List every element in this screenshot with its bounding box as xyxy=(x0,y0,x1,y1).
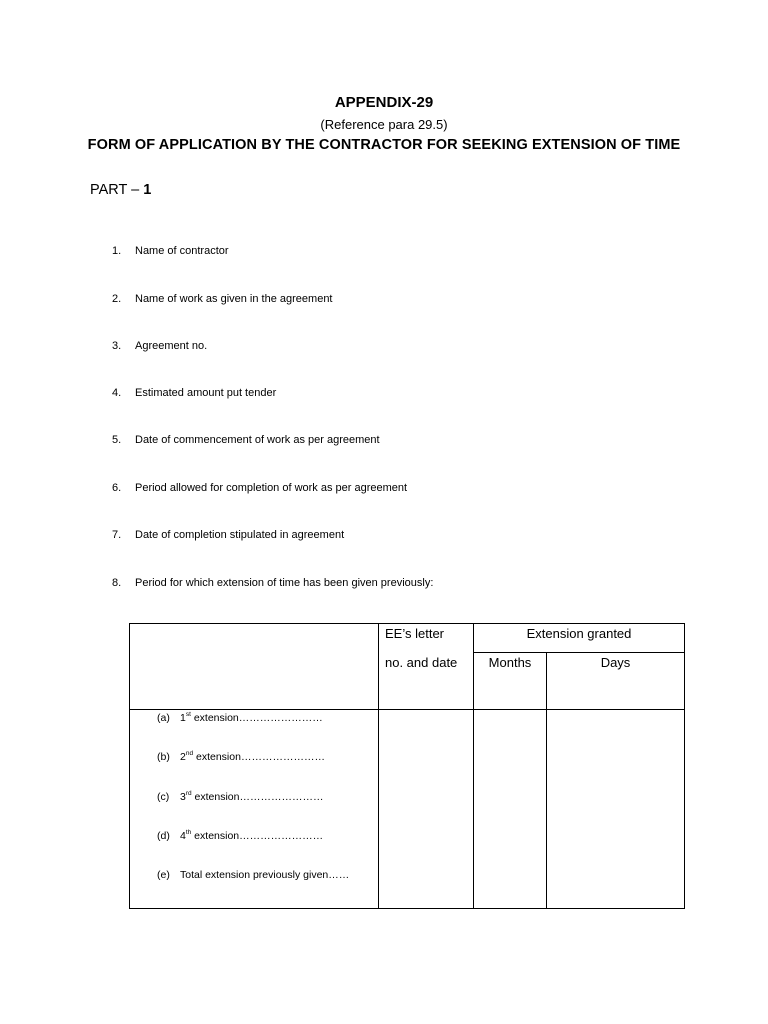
row-ordinal-suffix: st xyxy=(185,711,191,718)
table-rule xyxy=(546,652,547,909)
row-text: extension…………………… xyxy=(190,712,323,724)
row-label: (c) xyxy=(157,791,170,803)
part-number: 1 xyxy=(143,182,152,198)
row-ordinal-suffix: th xyxy=(185,829,192,836)
appendix-heading: APPENDIX-29 xyxy=(334,94,434,111)
row-label: (a) xyxy=(157,712,170,724)
item-number: 8. xyxy=(112,577,122,589)
item-text: Date of commencement of work as per agreement xyxy=(135,434,380,446)
item-number: 3. xyxy=(112,340,122,352)
table-rule xyxy=(473,652,685,653)
days-header: Days xyxy=(600,655,631,670)
row-ordinal: 4 xyxy=(180,830,186,842)
reference-note: (Reference para 29.5) xyxy=(320,117,448,132)
table-rule xyxy=(129,623,130,909)
row-text: extension…………………… xyxy=(191,830,324,842)
table-rule xyxy=(684,623,685,909)
extension-granted-header: Extension granted xyxy=(526,626,632,641)
row-ordinal-suffix: nd xyxy=(185,750,194,757)
table-row xyxy=(157,750,325,763)
item-text: Agreement no. xyxy=(135,340,208,352)
row-ordinal: 1 xyxy=(180,712,186,724)
part-prefix: PART – xyxy=(90,182,144,198)
item-text: Date of completion stipulated in agreement xyxy=(135,529,345,541)
form-title: FORM OF APPLICATION BY THE CONTRACTOR FOR SEEKING EXTENSION OF TIME xyxy=(87,137,681,153)
part-heading xyxy=(90,182,151,198)
row-ordinal: 3 xyxy=(180,791,186,803)
item-number: 7. xyxy=(112,529,122,541)
item-text: Period for which extension of time has been given previously: xyxy=(135,577,434,589)
item-text: Estimated amount put tender xyxy=(135,387,277,399)
table-rule xyxy=(378,623,379,909)
table-rule xyxy=(129,908,685,909)
table-row xyxy=(157,869,349,881)
item-number: 1. xyxy=(112,245,122,257)
row-text: extension…………………… xyxy=(191,791,324,803)
table-row xyxy=(157,790,324,803)
row-text: Total extension previously given…… xyxy=(180,869,350,881)
ee-letter-header-line2: no. and date xyxy=(385,655,458,670)
months-header: Months xyxy=(488,655,532,670)
row-label: (d) xyxy=(157,830,170,842)
row-ordinal: 2 xyxy=(180,751,186,763)
row-ordinal-suffix: rd xyxy=(185,790,192,797)
table-rule xyxy=(129,709,685,710)
row-label: (b) xyxy=(157,751,170,763)
item-text: Period allowed for completion of work as per agreement xyxy=(135,482,408,494)
row-label: (e) xyxy=(157,869,170,881)
item-text: Name of work as given in the agreement xyxy=(135,293,333,305)
row-text: extension…………………… xyxy=(193,751,325,763)
item-number: 2. xyxy=(112,293,122,305)
ee-letter-header-line1: EE’s letter xyxy=(385,626,445,641)
table-row xyxy=(157,829,323,842)
item-number: 4. xyxy=(112,387,122,399)
item-number: 6. xyxy=(112,482,122,494)
item-number: 5. xyxy=(112,434,122,446)
table-rule xyxy=(129,623,685,624)
table-row xyxy=(157,711,323,724)
item-text: Name of contractor xyxy=(135,245,229,257)
